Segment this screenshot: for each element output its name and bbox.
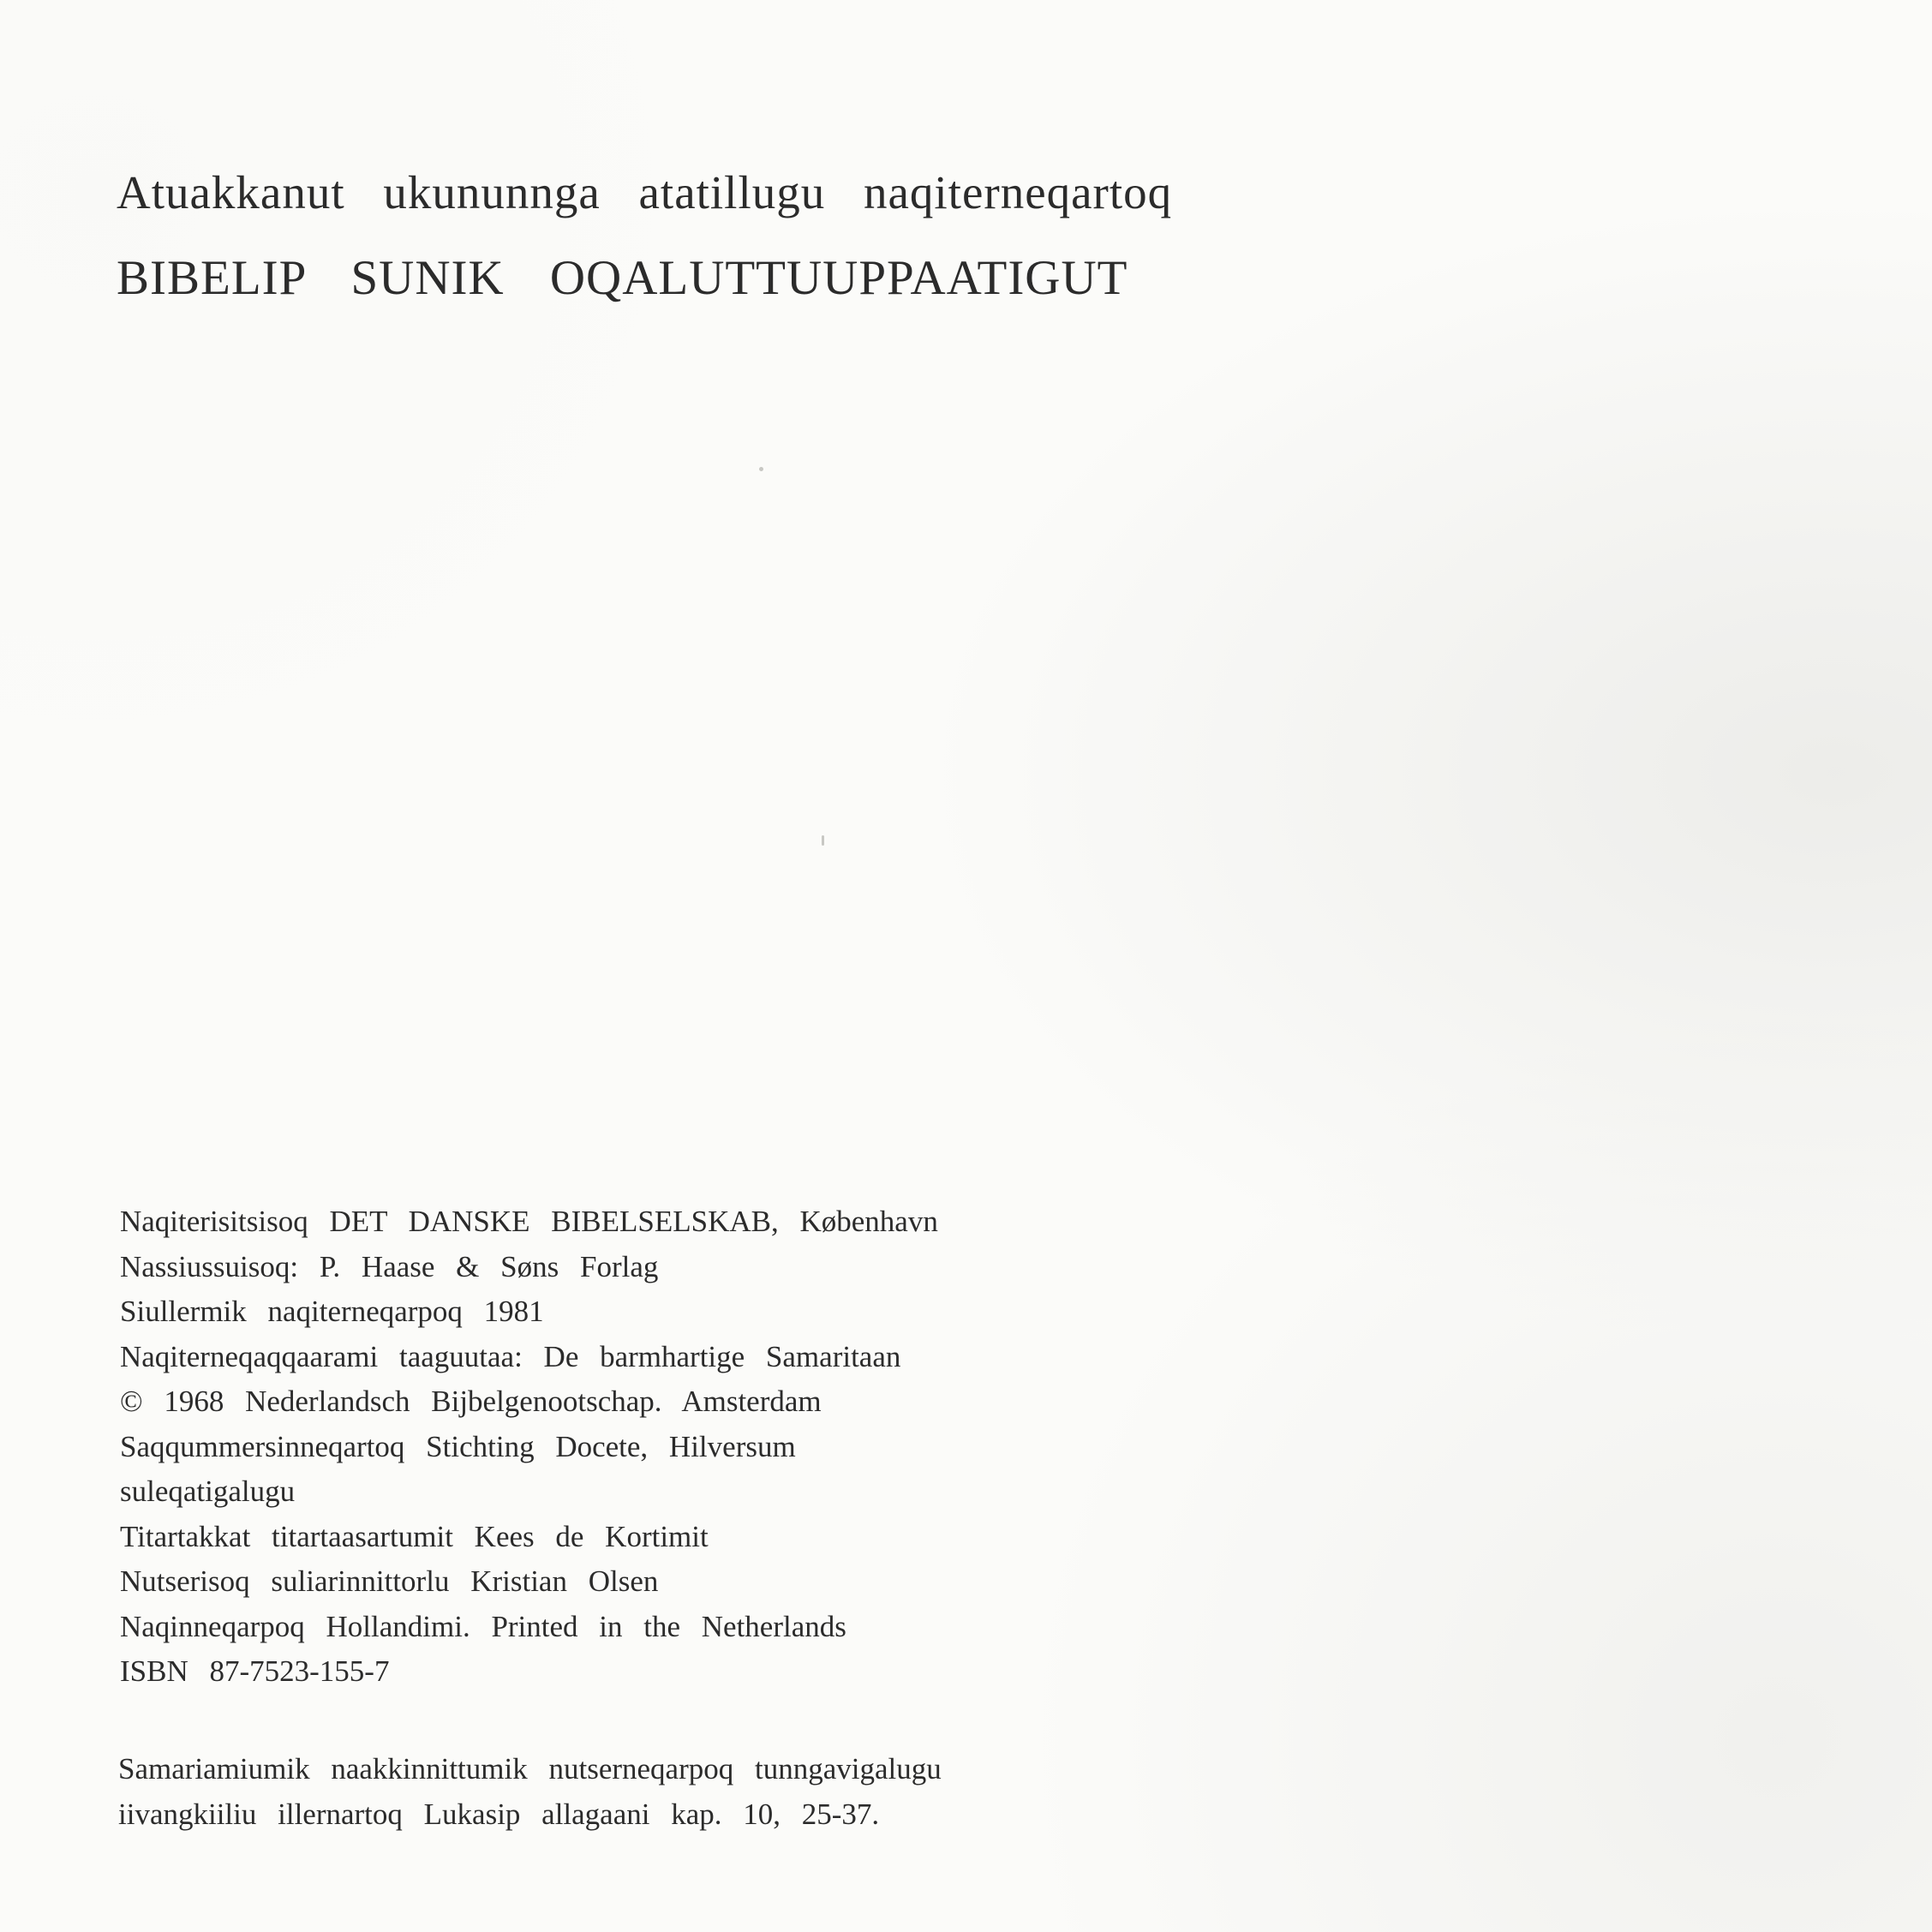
page-title: BIBELIP SUNIK OQALUTTUUPPAATIGUT	[117, 251, 1128, 305]
colophon-line: Titartakkat titartaasartumit Kees de Kortimit	[120, 1519, 709, 1553]
colophon-line: Nutserisoq suliarinnittorlu Kristian Olsen	[120, 1564, 659, 1598]
source-note	[118, 1746, 1146, 1837]
note-line: iivangkiiliu illernartoq Lukasip allagaani kap. 10, 25-37.	[118, 1797, 880, 1831]
colophon-line: Naqinneqarpoq Hollandimi. Printed in the Netherlands	[120, 1609, 846, 1643]
isbn-line: ISBN 87-7523-155-7	[120, 1654, 390, 1688]
colophon-line: suleqatigalugu	[120, 1474, 296, 1508]
page-subtitle: Atuakkanut ukununnga atatillugu naqiterneqartoq	[117, 166, 1173, 218]
colophon-line: Saqqummersinneqartoq Stichting Docete, Hilversum	[120, 1429, 796, 1463]
colophon-line: Naqiterneqaqqaarami taaguutaa: De barmhartige Samaritaan	[120, 1339, 901, 1373]
paper-speck	[822, 835, 824, 846]
note-line: Samariamiumik naakkinnittumik nutserneqarpoq tunngavigalugu	[118, 1752, 942, 1785]
colophon-line: © 1968 Nederlandsch Bijbelgenootschap. Amsterdam	[120, 1385, 822, 1418]
colophon-line: Naqiterisitsisoq DET DANSKE BIBELSELSKAB, København	[120, 1205, 938, 1238]
colophon-line: Siullermik naqiterneqarpoq 1981	[120, 1295, 544, 1328]
colophon	[120, 1199, 1148, 1695]
title-block	[117, 163, 1573, 308]
colophon-line: Nassiussuisoq: P. Haase & Søns Forlag	[120, 1249, 659, 1283]
paper-speck	[759, 467, 763, 471]
